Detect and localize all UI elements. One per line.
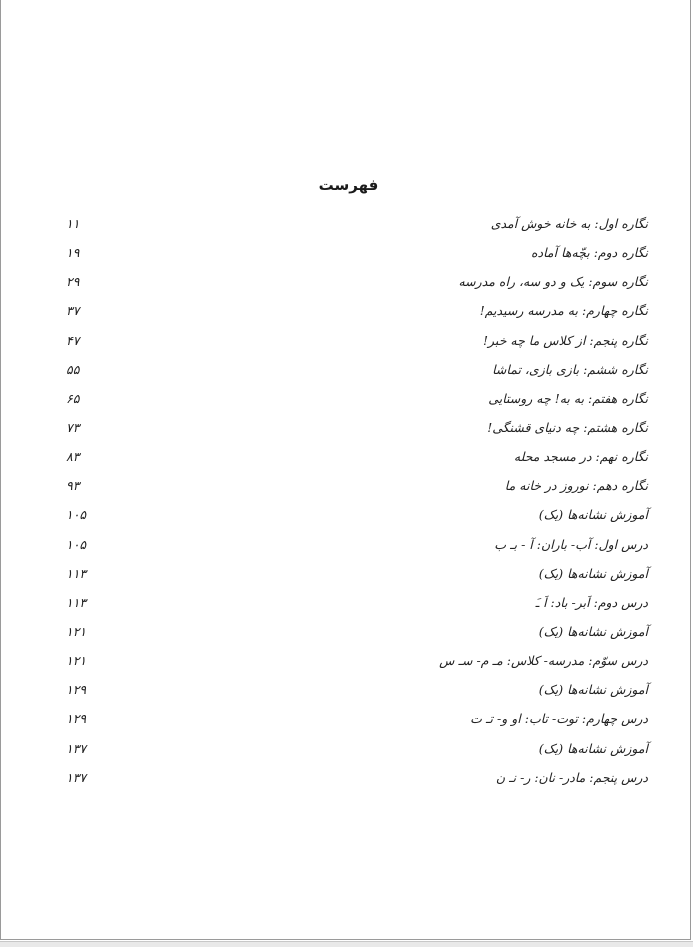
toc-entry-page: ۱۱۳	[66, 565, 87, 581]
toc-entry-page: ۱۰۵	[66, 536, 87, 552]
bottom-scroll-strip	[0, 941, 693, 947]
toc-entry-label: درس چهارم: توت- تاب: او و- تـ ت	[470, 711, 648, 727]
toc-entry-label: نگاره دهم: نوروز در خانه ما	[504, 478, 648, 494]
toc-entry-page: ۱۲۱	[66, 653, 87, 669]
toc-entry-page: ۱۱	[66, 216, 80, 231]
toc-entry-label: نگاره چهارم: به مدرسه رسیدیم!	[479, 303, 648, 319]
toc-entry-label: نگاره هفتم: به به! چه روستایی	[488, 390, 648, 406]
toc-entry-page: ۴۷	[66, 332, 80, 348]
toc-entry[interactable]	[0, 211, 693, 240]
toc-entry[interactable]	[0, 473, 693, 502]
toc-entry[interactable]	[0, 648, 693, 677]
toc-entry[interactable]	[0, 357, 693, 386]
toc-entry[interactable]	[0, 590, 693, 619]
toc-entry[interactable]	[0, 677, 693, 706]
toc-entry-page: ۸۳	[66, 449, 80, 465]
toc-entry-label: آموزش نشانه‌ها (یک)	[538, 507, 648, 523]
toc-entry-page: ۶۵	[66, 390, 80, 406]
toc-entry-label: نگاره سوم: یک و دو سه، راه مدرسه	[458, 274, 648, 290]
toc-entry[interactable]	[0, 328, 693, 357]
toc-entry[interactable]	[0, 240, 693, 269]
toc-entry[interactable]	[0, 269, 693, 298]
toc-entry[interactable]	[0, 532, 693, 561]
toc-entry-page: ۹۳	[66, 478, 80, 494]
toc-entry-page: ۱۲۹	[66, 682, 87, 698]
toc-entry[interactable]	[0, 561, 693, 590]
toc-entry-page: ۷۳	[66, 419, 80, 435]
toc-entry-label: نگاره دوم: بچّه‌ها آماده	[531, 245, 648, 261]
toc-entry-label: نگاره اول: به خانه خوش آمدی	[490, 216, 648, 231]
toc-entry[interactable]	[0, 502, 693, 531]
toc-entry-page: ۳۷	[66, 303, 80, 319]
toc-entry-label: آموزش نشانه‌ها (یک)	[538, 740, 648, 756]
toc-list	[0, 211, 693, 794]
toc-entry[interactable]	[0, 765, 693, 794]
toc-entry[interactable]	[0, 706, 693, 735]
toc-entry-label: درس دوم: اَبر- باد: اَ ـَ	[535, 594, 648, 610]
toc-entry-page: ۱۰۵	[66, 507, 87, 523]
toc-entry-label: نگاره پنجم: از کلاس ما چه خبر!	[483, 332, 648, 348]
toc-entry-page: ۱۲۹	[66, 711, 87, 727]
toc-entry-label: نگاره نهم: در مسجد محله	[513, 449, 648, 465]
toc-entry[interactable]	[0, 415, 693, 444]
toc-entry-page: ۵۵	[66, 361, 80, 377]
toc-entry-label: آموزش نشانه‌ها (یک)	[538, 565, 648, 581]
toc-entry-page: ۱۹	[66, 245, 80, 261]
toc-entry-label: آموزش نشانه‌ها (یک)	[538, 682, 648, 698]
toc-entry[interactable]	[0, 444, 693, 473]
toc-entry-page: ۱۱۳	[66, 594, 87, 610]
toc-entry-page: ۱۳۷	[66, 769, 87, 785]
toc-entry-page: ۲۹	[66, 274, 80, 290]
toc-entry-label: درس اول: آب- باران: آ - بـ ب	[494, 536, 648, 552]
toc-entry-label: آموزش نشانه‌ها (یک)	[538, 623, 648, 639]
toc-entry[interactable]	[0, 298, 693, 327]
toc-entry[interactable]	[0, 619, 693, 648]
toc-entry-page: ۱۲۱	[66, 623, 87, 639]
toc-entry[interactable]	[0, 736, 693, 765]
toc-entry[interactable]	[0, 386, 693, 415]
toc-entry-label: نگاره هشتم: چه دنیای قشنگی!	[487, 419, 648, 435]
toc-entry-label: درس پنجم: مادر- نان: ر- نـ ن	[495, 769, 648, 785]
toc-entry-page: ۱۳۷	[66, 740, 87, 756]
toc-entry-label: درس سوّم: مدرسه- کلاس: مـ م- سـ س	[439, 653, 648, 669]
toc-entry-label: نگاره ششم: بازی بازی، تماشا	[492, 361, 648, 377]
toc-title: فهرست	[318, 176, 379, 194]
